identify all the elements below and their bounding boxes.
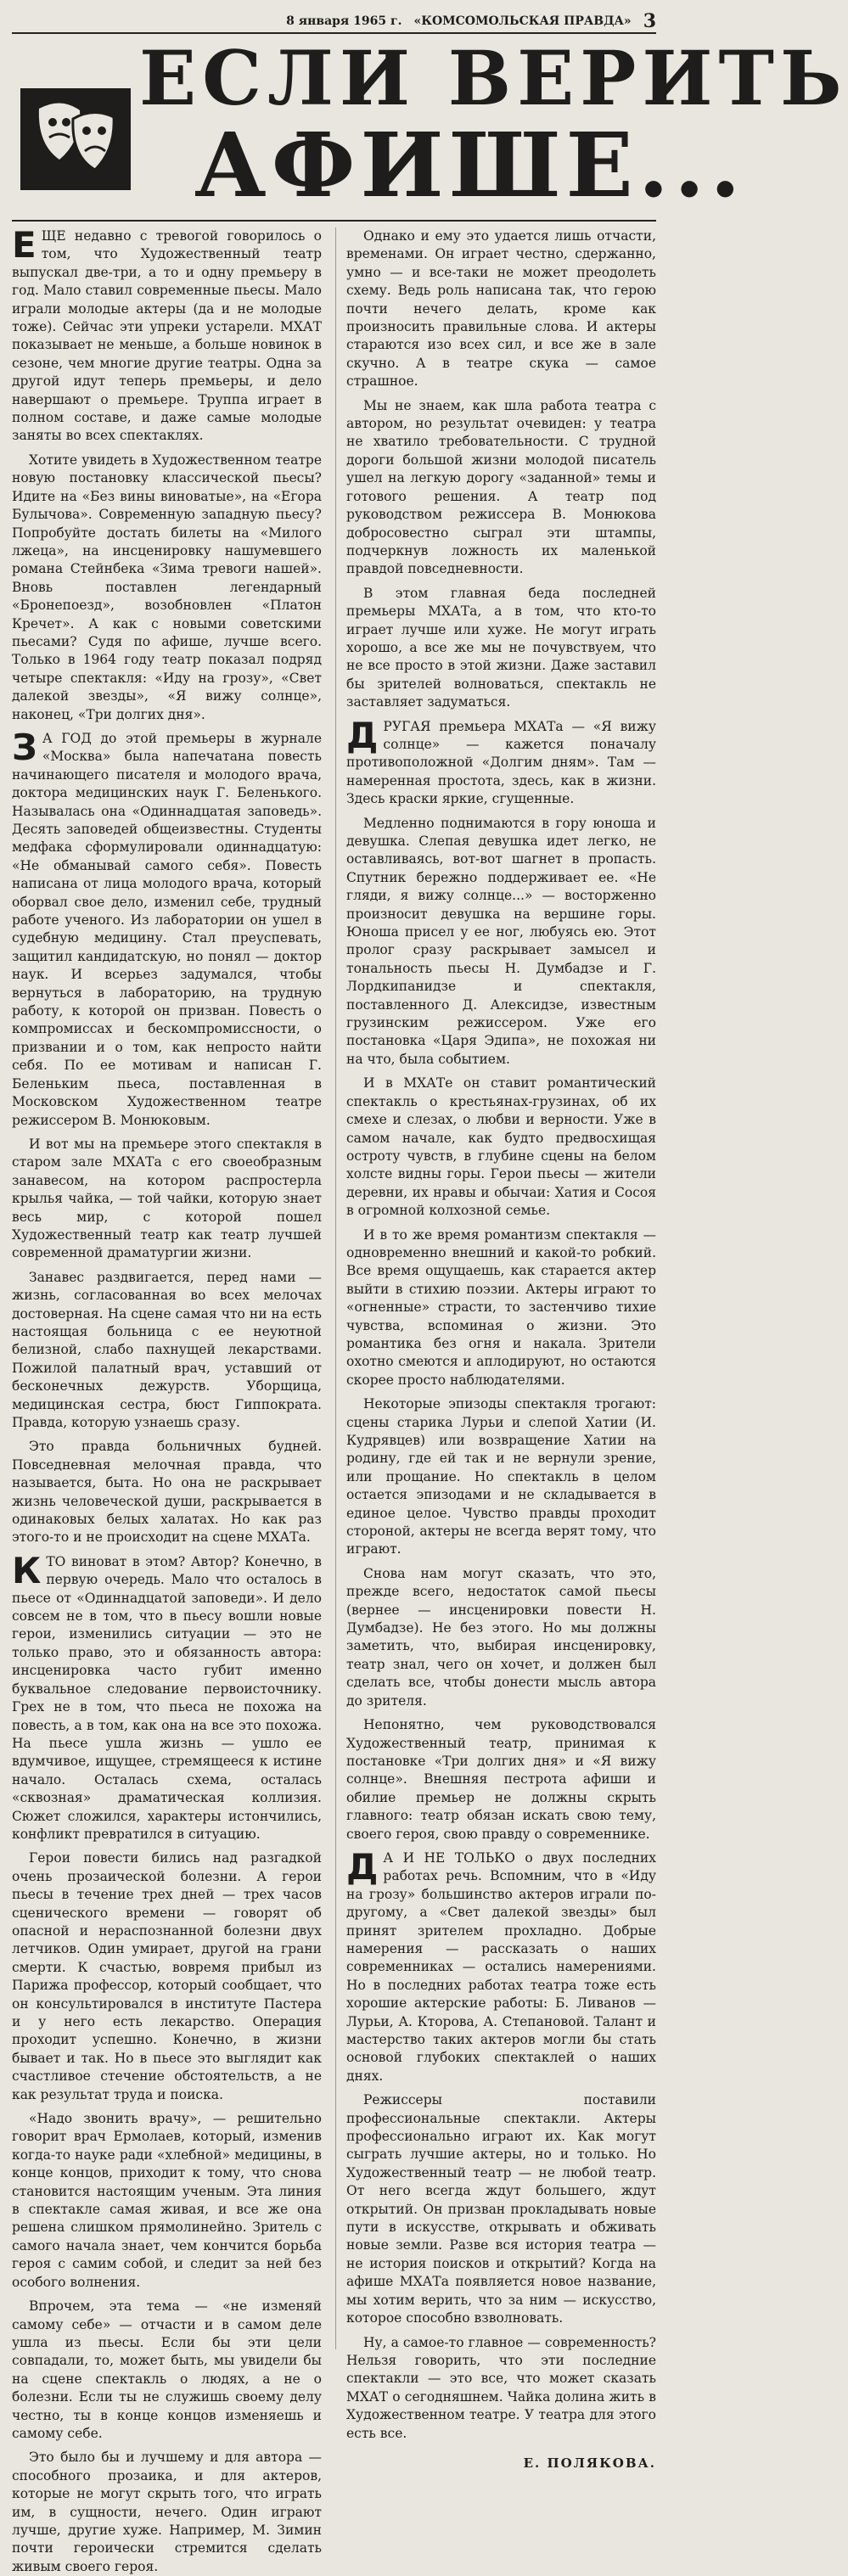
paragraph-text: Хотите увидеть в Художественном театре новую постановку классической пьесы? Идите на «Без вины виноватые», на «Егора Булычова». Современную западную пьесу? Попробуйте достать билеты на «Милого лжеца», на инсценировку нашумевшего романа Стейнбека «Зима тревоги нашей». Вновь поставлен легендарный «Бронепоезд», возобновлен «Платон Кречет». А как с новыми советскими пьесами? Судя по афише, лучше всего. Только в 1964 году театр показал подряд четыре спектакля: «Иду на грозу», «Свет далекой звезды», «Я вижу солнце», наконец, «Три долгих дня». <box>12 452 322 722</box>
left-column <box>12 224 322 2574</box>
paragraph-text: Это правда больничных будней. Повседневная мелочная правда, что называется, быта. Но она не раскрывает жизнь человеческой души, раскрывается в одинаковых белых халатах. Но как раз этого-то и не происходит на сцене МХАТа. <box>12 1439 322 1546</box>
article-paragraph <box>346 1226 656 1390</box>
article-paragraph <box>346 397 656 579</box>
article-paragraph <box>12 452 322 724</box>
drop-cap: Д <box>346 714 379 756</box>
paragraph-text: Ну, а самое-то главное — современность? Нельзя говорить, что эти последние спектакли — это все, что может сказать МХАТ о сегодняшнем. Чайка долина жить в Художественном театре. У театра для этого есть все. <box>346 2334 656 2441</box>
paragraph-text: «Надо звонить врачу», — решительно говорит врач Ермолаев, который, изменив когда-то науке ради «хлебной» медицины, в конце концов, приходит к тому, что снова становится настоящим ученым. Эта линия в спектакле самая живая, и все же она решена слишком прямолинейно. Зритель с самого начала знает, чем кончится борьба героя с самим собой, и следит за ней без особого волнения. <box>12 2111 322 2290</box>
headline-line-2: АФИШЕ... <box>194 113 746 217</box>
article-body <box>12 224 656 2574</box>
paragraph-text: А И НЕ ТОЛЬКО о двух последних работах речь. Вспомним, что в «Иду на грозу» большинство актеров играли по-другому, а «Свет далекой звезды» был принят зрителем прохладно. Добрые намерения — рассказать о наших современниках — остались намерениями. Но в последних работах театра тоже есть хорошие актерские работы: Б. Ливанов — Лурьи, А. Кторова, А. Степановой. Талант и мастерство таких актеров могли бы стать основой глубоких спектаклей о наших днях. <box>346 1849 656 2084</box>
article-paragraph <box>12 1136 322 1263</box>
article-paragraph <box>12 1438 322 1546</box>
article-paragraph <box>12 1269 322 1433</box>
page-header <box>12 10 656 34</box>
paragraph-text: ТО виноват в этом? Автор? Конечно, в первую очередь. Мало что осталось в пьесе от «Одиннадцатой заповеди». И дело совсем не в том, что в пьесу вошли новые герои, изменились ситуации — это не только право, это и обязанность автора: инсценировка часто губит именно буквальное следование первоисточнику. Грех не в том, что пьеса не похожа на повесть, а в том, как она на все это похожа. На пьесе ушла жизнь — ушло ее вдумчивое, ищущее, стремящееся к истине начало. Осталась схема, осталась «сквозная» драматическая коллизия. Сюжет сложился, характеры истончились, конфликт превратился в ситуацию. <box>12 1553 322 1842</box>
paragraph-text: Это было бы и лучшему и для автора — способного прозаика, и для актеров, которые не могут скрыть того, что играть им, в сущности, нечего. Один играют лучше, другие хуже. Например, М. Зимин почти героически стремится сделать живым своего героя. <box>12 2450 322 2574</box>
issue-date: 8 января 1965 г. <box>286 14 402 28</box>
drop-cap: Д <box>346 1845 379 1888</box>
article-paragraph <box>346 2334 656 2443</box>
article-paragraph <box>12 2449 322 2576</box>
paragraph-text: Непонятно, чем руководствовался Художественный театр, принимая к постановке «Три долгих дня» и «Я вижу солнце». Внешняя пестрота афиши и обилие премьер не должны скрыть главного: театр обязан искать свою тему, своего героя, свою правду о современнике. <box>346 1717 656 1842</box>
paragraph-text: РУГАЯ премьера МХАТа — «Я вижу солнце» — кажется поначалу противоположной «Долгим дням». Там — намеренная простота, здесь, как в жизни. Здесь краски яркие, сгущенные. <box>346 718 656 807</box>
article-paragraph <box>12 2298 322 2443</box>
paragraph-text: ЩЕ недавно с тревогой говорилось о том, что Художественный театр выпускал две-три, а то и одну премьеру в год. Мало ставил современные пьесы. Мало играли молодые актеры (да и не молодые тоже). Сейчас эти упреки устарели. МХАТ показывает не меньше, а больше новинок в сезоне, чем многие другие театры. Одна за другой идут теперь премьеры, и дело навершают о премьере. Труппа играет в полном составе, и даже самые молодые заняты во всех спектаклях. <box>12 228 322 444</box>
paragraph-text: В этом главная беда последней премьеры МХАТа, а в том, что кто-то играет лучше или хуже. Не могут играть хорошо, а все же мы не почувствуем, что не все просто в этой жизни. Даже заставил бы зрителей волноваться, спектакль не заставляет задуматься. <box>346 585 656 710</box>
paragraph-text: Медленно поднимаются в гору юноша и девушка. Слепая девушка идет легко, не оставливаясь, вот-вот шагнет в пропасть. Спутник бережно поддерживает ее. «Не гляди, я вижу солнце...» — восторженно произносит девушка на вершине горы. Юноша присел у ее ног, любуясь ею. Этот пролог сразу раскрывает замысел и тональность пьесы Н. Думбадзе и Г. Лордкипанидзе и спектакля, поставленного Д. Алексидзе, известным грузинским режиссером. Уже его постановка «Царя Эдипа», не похожая ни на что, была событием. <box>346 815 656 1067</box>
paragraph-text: Мы не знаем, как шла работа театра с автором, но результат очевиден: у театра не хватило требовательности. С трудной дороги большой жизни молодой писатель ушел на легкую дорогу «заданной» темы и готового решения. А театр под руководством режиссера В. Монюкова добросовестно сыграл эти штампы, подчеркнув ложность их маленькой правдой повседневности. <box>346 397 656 577</box>
paragraph-text: Герои повести бились над разгадкой очень прозаической болезни. А герои пьесы в течение трех дней — трех часов сценического времени — говорят об опасной и нераспознанной болезни двух летчиков. Один умирает, другой на грани смерти. К счастью, вовремя прибыл из Парижа профессор, который сообщает, что он консультировался в институте Пастера и у него есть лекарство. Операция проходит успешно. Конечно, в жизни бывает и так. Но в пьесе это выглядит как счастливое стечение обстоятельств, а не как результат труда и поиска. <box>12 1850 322 2102</box>
article-paragraph <box>346 1716 656 1844</box>
paragraph-text: И вот мы на премьере этого спектакля в старом зале МХАТа с его своеобразным занавесом, на котором распростерла крылья чайка, — той чайки, которую знает весь мир, с которой пошел Художественный театр как театр лучшей современной драматургии жизни. <box>12 1136 322 1261</box>
right-column <box>335 227 656 2471</box>
article-paragraph <box>12 2110 322 2292</box>
article-paragraph <box>346 1845 656 2085</box>
article-paragraph <box>12 1549 322 1844</box>
article-paragraph <box>346 227 656 391</box>
drop-cap: К <box>12 1549 42 1591</box>
article-paragraph <box>12 726 322 1130</box>
article-paragraph <box>346 714 656 809</box>
drop-cap: З <box>12 726 37 768</box>
paragraph-text: А ГОД до этой премьеры в журнале «Москва» была напечатана повесть начинающего писателя и молодого врача, доктора медицинских наук Г. Беленького. Называлась она «Одиннадцатая заповедь». Десять заповедей общеизвестны. Студенты медфака сформулировали одиннадцатую: «Не обманывай самого себя». Повесть написана от лица молодого врача, который оборвал свое дело, изменил себе, трудный работе ученого. Из лаборатории он ушел в судебную медицину. Стал преуспевать, защитил кандидатскую, но понял — доктор наук. И всерьез задумался, чтобы вернуться в лабораторию, на трудную работу, к которой он призван. Повесть о компромиссах и бескомпромиссности, о призвании и о том, как непросто найти себя. По ее мотивам и написан Г. Беленьким пьеса, поставленная в Московском Художественном театре режиссером В. Монюковым. <box>12 730 322 1128</box>
theatre-masks-icon <box>20 88 131 190</box>
paragraph-text: Некоторые эпизоды спектакля трогают: сцены старика Лурьи и слепой Хатии (И. Кудрявцев) или возвращение Хатии на родину, где ей так и не вернули зрение, или прощание. Но спектакль в целом остается эпизодами и не складывается в единое целое. Чувство правды проходит стороной, актеры не всегда верят тому, что играют. <box>346 1396 656 1557</box>
article-paragraph <box>12 1849 322 2104</box>
paragraph-text: Однако и ему это удается лишь отчасти, временами. Он играет честно, сдержанно, умно — и все-таки не может преодолеть схему. Ведь роль написана так, что герою почти нечего делать, кроме как произносить правильные слова. И актеры стараются изо всех сил, и все же в зале скучно. А в театре скука — самое страшное. <box>346 228 656 390</box>
article-paragraph <box>346 1395 656 1559</box>
article-paragraph <box>346 1075 656 1220</box>
paragraph-text: Режиссеры поставили профессиональные спектакли. Актеры профессионально играют их. Как могут сыграть лучшие актеры, но и только. Но Художественный театр — не любой театр. От него всегда ждут большего, ждут открытий. Он призван прокладывать новые пути в искусстве, открывать и обживать новые земли. Разве вся история театра — не история поисков и открытий? Когда на афише МХАТа появляется новое название, мы хотим верить, что за ним — искусство, которое способно взволновать. <box>346 2092 656 2326</box>
article-paragraph <box>346 815 656 1069</box>
paragraph-text: Занавес раздвигается, перед нами — жизнь, согласованная во всех мелочах достоверная. На сцене самая что ни на есть настоящая больница с ее неуютной белизной, слабо пахнущей лекарствами. Пожилой палатный врач, уставший от бесконечных дежурств. Уборщица, медицинская сестра, бюст Гиппократа. Правда, которую узнаешь сразу. <box>12 1269 322 1430</box>
article-paragraph <box>346 1565 656 1710</box>
paragraph-text: И в то же время романтизм спектакля — одновременно внешний и какой-то робкий. Все время ощущаешь, как старается актер выйти в стихию поэзии. Актеры играют то «огненные» страсти, то застенчиво тихие чувства, вспоминая о жизни. Это романтика без огня и накала. Зрители охотно смеются и аплодируют, но остаются скорее просто наблюдателями. <box>346 1226 656 1388</box>
author-signature: Е. ПОЛЯКОВА. <box>523 2455 656 2471</box>
article-paragraph <box>12 224 322 446</box>
paragraph-text: Снова нам могут сказать, что это, прежде всего, недостаток самой пьесы (вернее — инсценировки повести Н. Думбадзе). Не без этого. Но мы должны заметить, что, выбирая инсценировку, театр знал, чего он хочет, и должен был сделать все, чтобы донести мысль автора до зрителя. <box>346 1565 656 1709</box>
headline-line-1: ЕСЛИ ВЕРИТЬ <box>139 34 848 122</box>
paragraph-text: Впрочем, эта тема — «не изменяй самому себе» — отчасти и в самом деле ушла из пьесы. Если бы эти цели совпадали, то, может быть, мы увидели бы на сцене спектакль о людях, а не о болезни. Если ты не служишь своему делу честно, ты в конце концов изменяешь и самому себе. <box>12 2298 322 2441</box>
article-headline <box>12 34 848 222</box>
page-number: 3 <box>643 10 656 32</box>
newspaper-name: «КОМСОМОЛЬСКАЯ ПРАВДА» <box>413 14 632 28</box>
drop-cap: Е <box>12 224 37 266</box>
article-paragraph <box>346 585 656 712</box>
paragraph-text: И в МХАТе он ставит романтический спектакль о крестьянах-грузинах, об их смехе и слезах, о любви и верности. Уже в самом начале, как будто предвосхищая остроту чувств, в глубине сцены на белом холсте видны горы. Герои пьесы — жители деревни, их нравы и обычаи: Хатия и Сосоя в огромной колхозной семье. <box>346 1075 656 1219</box>
article-paragraph <box>346 2091 656 2327</box>
